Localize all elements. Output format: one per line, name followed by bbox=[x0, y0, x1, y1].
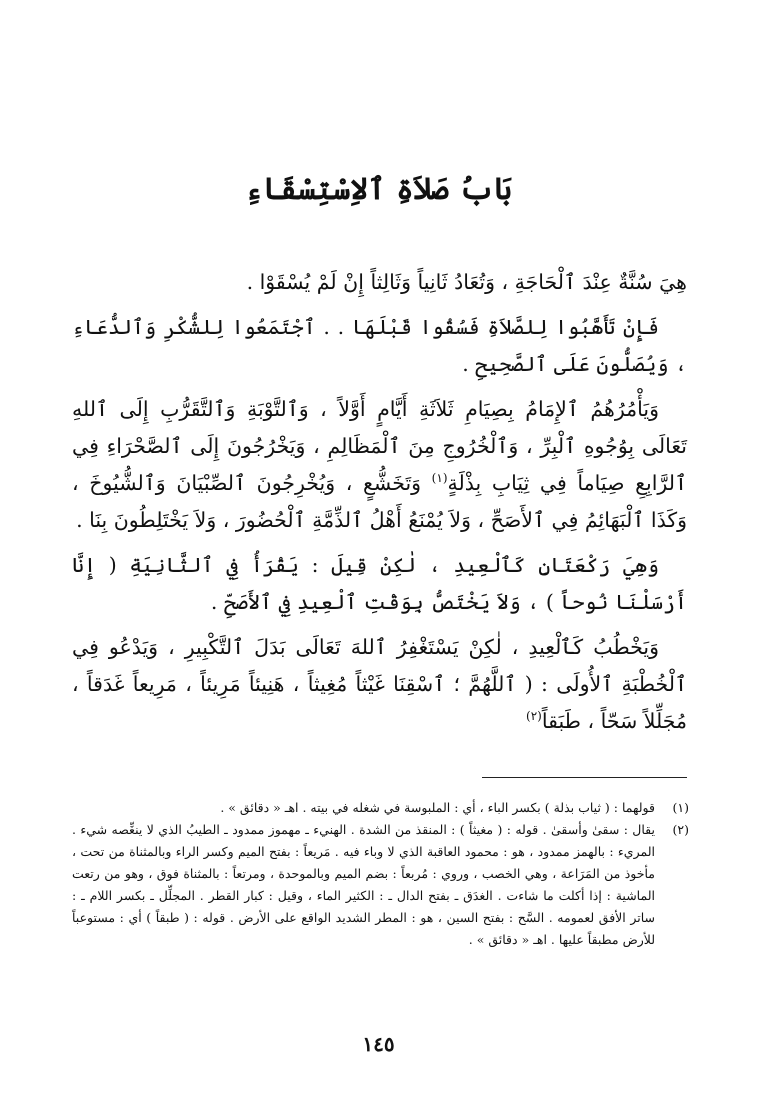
page-number: ١٤٥ bbox=[362, 1032, 395, 1056]
footnote-divider bbox=[482, 777, 687, 778]
paragraph-4 bbox=[72, 547, 687, 621]
footnote-number: (٢) bbox=[672, 822, 689, 837]
footnote-number: (١) bbox=[672, 800, 689, 815]
paragraph-3 bbox=[72, 391, 687, 539]
footnote-2 bbox=[72, 819, 689, 951]
paragraph-text: وَيَخْطُبُ كَٱلْعِيدِ ، لٰكِنْ يَسْتَغْفِرُ ٱللهَ تَعَالَى بَدَلَ ٱلتَّكْبِيرِ ، وَيَدْعُو فِي ٱلْخُطْبَةِ ٱلأُولَى : ( ٱللَّهُمَّ ؛ ٱسْقِنَا غَيْثاً مُغِيثاً ، هَنِيئاً مَرِيئاً ، مَرِيعاً غَدَقاً ، مُجَلِّلاً سَحّاً ، طَبَقاً bbox=[72, 635, 687, 733]
paragraph-text: وَتَخَشُّعٍ ، وَيُخْرِجُونَ ٱلصِّبْيَانَ وَٱلشُّيُوخَ ، وَكَذَا ٱلْبَهَائِمُ فِي ٱلأَصَحِّ ، وَلاَ يُمْنَعُ أَهْلُ ٱلذِّمَّةِ ٱلْحُضُورَ ، وَلاَ يَخْتَلِطُونَ بِنَا . bbox=[72, 471, 687, 532]
footnote-marker-1[interactable]: (١) bbox=[431, 471, 448, 486]
paragraph-text: وَيَأْمُرُهُمُ ٱلإِمَامُ بِصِيَامِ ثَلاَثَةِ أَيَّامٍ أَوَّلاً ، وَٱلتَّوْبَةِ وَٱلتَّقَرُّبِ إِلَى ٱللهِ تَعَالَى بِوُجُوهِ ٱلْبِرِّ ، وَٱلْخُرُوجِ مِنَ ٱلْمَظَالِمِ ، وَيَخْرُجُونَ إِلَى ٱلصَّحْرَاءِ فِي ٱلرَّابِعِ صِيَاماً فِي ثِيَابِ بِذْلَةٍ bbox=[72, 397, 687, 495]
footnote-text: يقال : سقىٰ وأسقىٰ . قوله : ( مغيثاً ) : المنقذ من الشدة . الهنيء ـ مهموز ممدود ـ الطيبُ الذي لا ينغِّصه شيء . المريء : بالهمز ممدود ، هو : محمود العاقبة الذي لا وباء فيه . مَريعاً : بفتح الميم وكسر الراء وبالمثناة من تحت ، مأخوذ من المَرَاعة ، وهي الخصب ، وروي : مُربعاً : بضم الميم وبالموحدة ، ومرتعاً : بالمثناة فوق ، وهو من رتعت الماشية : إذا أكلت ما شاءت . الغدَق ـ بفتح الدال ـ : الكثير الماء ، وقيل : كبار القطر . المجلِّل ـ بكسر اللام ـ : ساتر الأفق لعمومه . السَّح : بفتح السين ، هو : المطر الشديد الواقع على الأرض . قوله : ( طبقاً ) أي : مستوعباً للأرض مطبقاً عليها . اهـ « دقائق » . bbox=[72, 822, 655, 947]
paragraph-text: فَإِنْ تَأَهَّبُوا لِلصَّلاَةِ فَسُقُوا قَبْلَهَا . . ٱجْتَمَعُوا لِلشُّكْرِ وَٱلدُّعَاءِ ، وَيُصَلُّونَ عَلَى ٱلصَّحِيحِ . bbox=[72, 315, 687, 376]
footnote-text: قولهما : ( ثياب بذلة ) بكسر الباء ، أي : الملبوسة في شغله في بيته . اهـ « دقائق » . bbox=[220, 800, 655, 815]
footnote-marker-2[interactable]: (٢) bbox=[526, 709, 542, 724]
footnotes bbox=[72, 797, 689, 951]
footnote-1 bbox=[72, 797, 689, 819]
paragraph-5 bbox=[72, 629, 687, 740]
paragraph-text: هِيَ سُنَّةٌ عِنْدَ ٱلْحَاجَةِ ، وَتُعَادُ ثَانِياً وَثَالِثاً إِنْ لَمْ يُسْقَوْا . bbox=[246, 270, 687, 294]
paragraph-2 bbox=[72, 309, 687, 383]
main-text bbox=[72, 264, 687, 748]
paragraph-1 bbox=[72, 264, 687, 301]
paragraph-text: وَهِيَ رَكْعَتَانِ كَٱلْعِيدِ ، لٰكِنْ قِيلَ : يَقْرَأُ فِي ٱلثَّانِيَةِ ( إِنَّا أَرْسَلْنَا نُوحاً ) ، وَلاَ يَخْتَصُّ بِوَقْتِ ٱلْعِيدِ فِي ٱلأَصَحِّ . bbox=[72, 553, 687, 614]
chapter-title: بَابُ صَلاَةِ ٱلاِسْتِسْقَاءِ bbox=[245, 172, 512, 207]
